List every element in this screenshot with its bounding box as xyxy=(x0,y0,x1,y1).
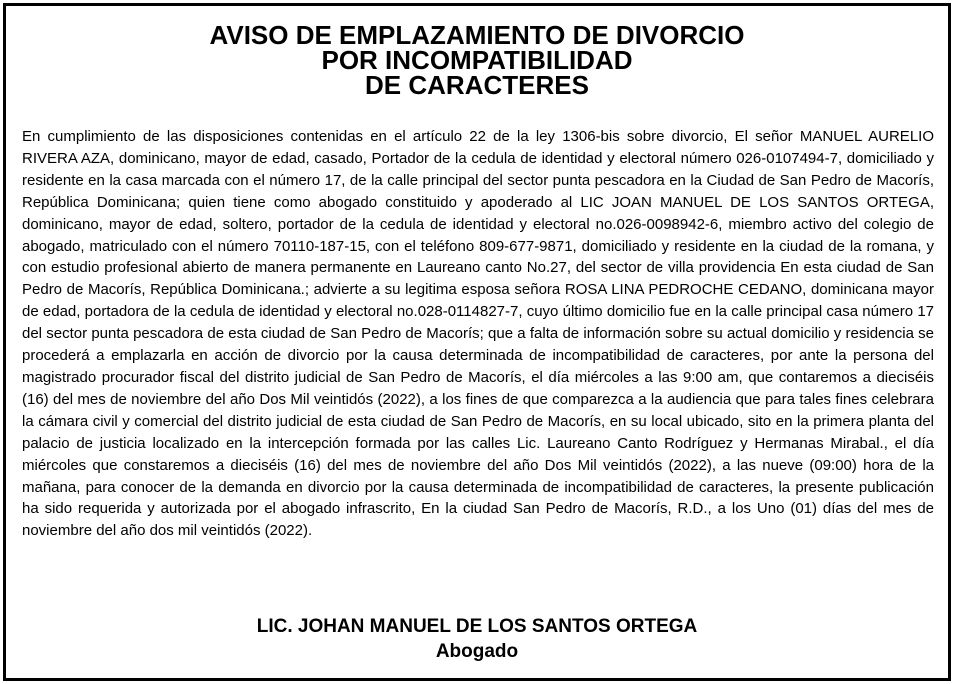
signature-block xyxy=(6,614,948,664)
signature-name: LIC. JOHAN MANUEL DE LOS SANTOS ORTEGA xyxy=(256,616,698,637)
title-line-2: POR INCOMPATIBILIDAD xyxy=(321,45,633,75)
title-line-1: AVISO DE EMPLAZAMIENTO DE DIVORCIO xyxy=(209,20,745,50)
notice-title xyxy=(6,20,948,100)
legal-notice xyxy=(3,3,951,681)
notice-body: En cumplimiento de las disposiciones contenidas en el artículo 22 de la ley 1306-bis sobre divorcio, El señor MANUEL AURELIO RIVERA AZA, dominicano, mayor de edad, casado, Portador de la cedula de identidad y electoral número 026-0107494-7, domiciliado y residente en la casa marcada con el número 17, de la calle principal del sector punta pescadora en la Ciudad de San Pedro de Macorís, República Dominicana; quien tiene como abogado constituido y apoderado al LIC JOAN MANUEL DE LOS SANTOS ORTEGA, dominicano, mayor de edad, soltero, portador de la cedula de identidad y electoral no.026-0098942-6, miembro activo del colegio de abogado, matriculado con el número 70110-187-15, con el teléfono 809-677-9871, domiciliado y residente en la ciudad de la romana, y con estudio profesional abierto de manera permanente en Laureano canto No.27, del sector de villa providencia En esta ciudad de San Pedro de Macorís, República Dominicana.; advierte a su legitima esposa señora ROSA LINA PEDROCHE CEDANO, dominicana mayor de edad, portadora de la cedula de identidad y electoral no.028-0114827-7, cuyo último domicilio fue en la calle principal casa número 17 del sector punta pescadora de esta ciudad de San Pedro de Macorís; que a falta de información sobre su actual domicilio y residencia se procederá a emplazarla en acción de divorcio por la causa determinada de incompatibilidad de caracteres, por ante la persona del magistrado procurador fiscal del distrito judicial de San Pedro de Macorís, el día miércoles a las 9:00 am, que contaremos a dieciséis (16) del mes de noviembre del año Dos Mil veintidós (2022), a los fines de que comparezca a la audiencia que para tales fines celebrara la cámara civil y comercial del distrito judicial de esta ciudad de San Pedro de Macorís, en su local ubicado, sito en la primera planta del palacio de justicia localizado en la intercepción formada por las calles Lic. Laureano Canto Rodríguez y Hermanas Mirabal., el día miércoles que constaremos a dieciséis (16) del mes de noviembre del año Dos Mil veintidós (2022), a las nueve (09:00) hora de la mañana, para conocer de la demanda en divorcio por la causa determinada de incompatibilidad de caracteres, la presente publicación ha sido requerida y autorizada por el abogado infrascrito, En la ciudad San Pedro de Macorís, R.D., a los Uno (01) días del mes de noviembre del año dos mil veintidós (2022). xyxy=(22,128,934,540)
signature-role: Abogado xyxy=(435,641,519,662)
title-line-3: DE CARACTERES xyxy=(365,70,589,100)
